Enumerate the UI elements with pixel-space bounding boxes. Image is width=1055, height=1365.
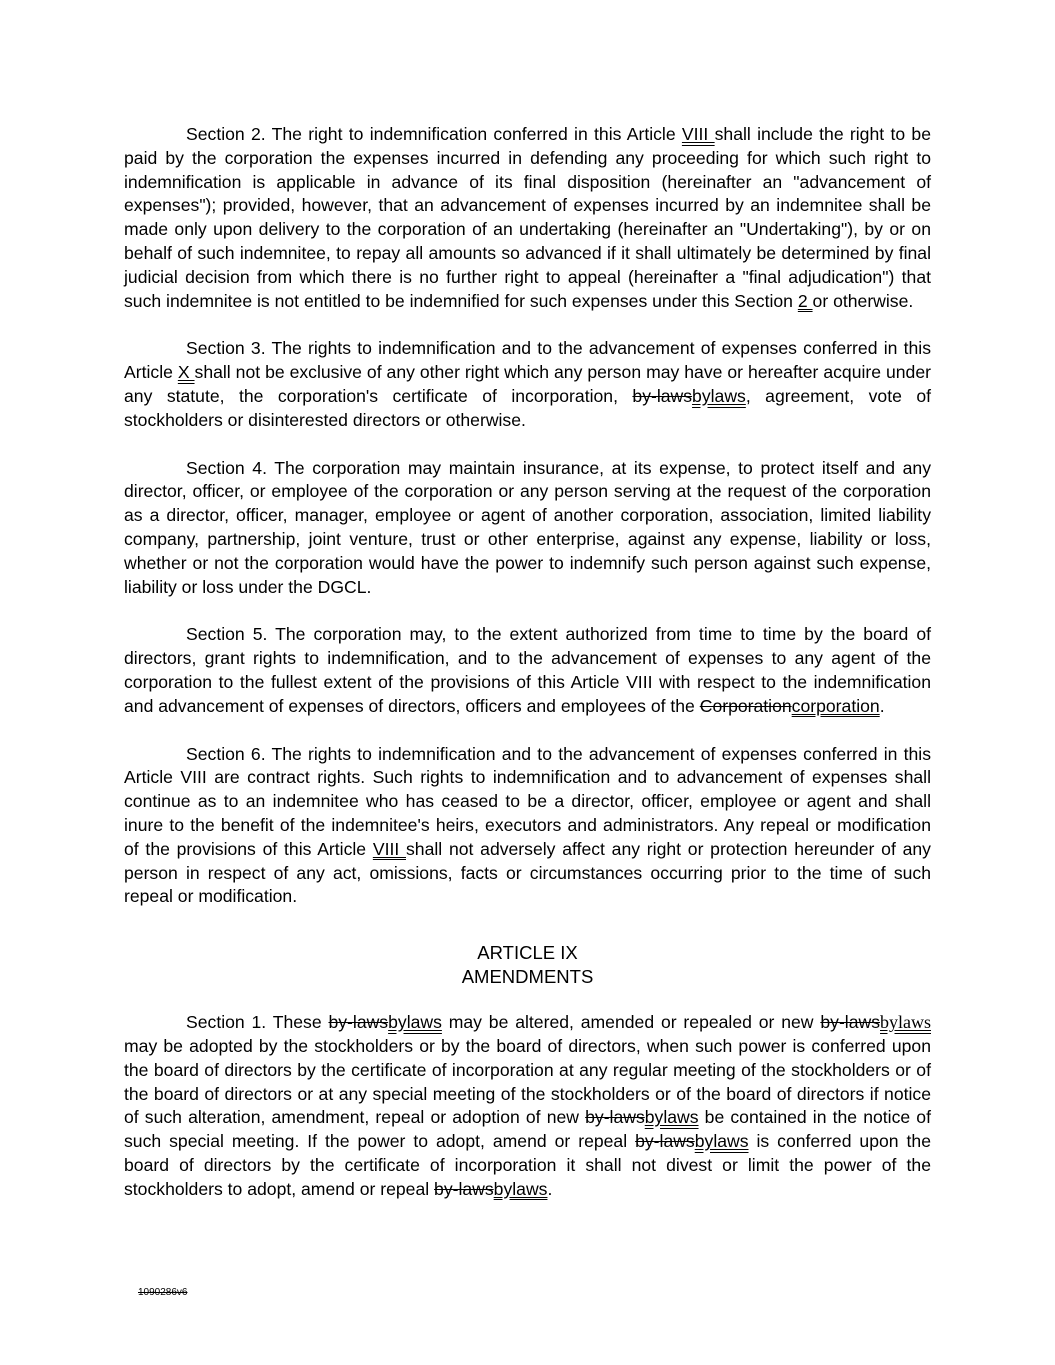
- deleted-text: Corporation: [699, 695, 792, 716]
- text: shall not be exclusive of any other right which any person may have or hereafter acquire under any statute, the corporation's certificate of incorporation,: [124, 362, 931, 406]
- article-ix-section-1: [124, 1011, 931, 1201]
- deleted-text: by-laws: [635, 1131, 695, 1152]
- inserted-text: 2: [797, 290, 813, 311]
- text: or otherwise.: [812, 290, 914, 311]
- text: may be adopted by the stockholders or by the board of directors, when such power is conferred upon the board of directors by the certificate of incorporation at any regular meeting of the stockholders or of the board of directors or at any special meeting of the stockholders or of the board of directors if notice of such alteration, amendment, repeal or adoption of new: [124, 1035, 931, 1128]
- article-viii-section-3: [124, 337, 931, 432]
- article-viii-section-6: [124, 743, 931, 910]
- inserted-text: bylaws: [388, 1012, 442, 1033]
- inserted-text: bylaws: [694, 1131, 749, 1152]
- text: be contained in the notice of such special meeting. If the power to adopt, amend or repeal: [124, 1107, 931, 1152]
- article-heading: [124, 941, 931, 989]
- deleted-text: by-laws: [585, 1107, 645, 1128]
- deleted-text: by-laws: [632, 385, 693, 406]
- text: .: [879, 695, 885, 716]
- text: Section 5. The corporation may, to the extent authorized from time to time by the board of directors, grant rights to indemnification, and to the advancement of expenses to any agent of the corporation to the fullest extent of the provisions of this Article VIII with respect to the indemnification and advancement of expenses of directors, officers and employees of the: [124, 624, 931, 716]
- text: Section 2. The right to indemnification conferred in this Article: [186, 124, 682, 144]
- inserted-text: bylaws: [880, 1012, 931, 1033]
- inserted-text: bylaws: [644, 1107, 699, 1128]
- document-id-footer: 1090286v6: [138, 1287, 188, 1298]
- text: .: [547, 1178, 553, 1199]
- text: Section 1. These: [186, 1012, 329, 1033]
- text: Section 3. The rights to indemnification and to the advancement of expenses conferred in this Article: [124, 338, 931, 383]
- deleted-text: by-laws: [328, 1012, 389, 1033]
- deleted-text: by-laws: [820, 1012, 880, 1033]
- text: Section 4. The corporation may maintain insurance, at its expense, to protect itself and any director, officer, or employee of the corporation or any person serving at the request of the corporation as a director, officer, manager, employee or agent of another corporation, association, limited liability company, partnership, joint venture, trust or other enterprise, against any expense, liability or loss, whether or not the corporation would have the power to indemnify such person against such expense, liability or loss under the DGCL.: [124, 457, 931, 597]
- article-viii-section-4: [124, 457, 931, 600]
- article-viii-section-2: [124, 123, 931, 313]
- article-title: AMENDMENTS: [461, 966, 594, 988]
- text: may be altered, amended or repealed or new: [441, 1012, 821, 1033]
- document-page: [124, 123, 931, 1225]
- inserted-text: bylaws: [692, 385, 746, 406]
- text: Section 6. The rights to indemnification and to the advancement of expenses conferred in this Article VIII are contract rights. Such rights to indemnification and to advancement of expenses shall continue as to an indemnitee who has ceased to be a director, officer, employee or agent and shall inure to the benefit of the indemnitee's heirs, executors and administrators. Any repeal or modification of the provisions of this Article: [124, 743, 931, 859]
- article-viii-section-5: [124, 623, 931, 718]
- deleted-text: by-laws: [434, 1178, 494, 1199]
- text: is conferred upon the board of directors by the certificate of incorporation it shall not divest or limit the power of the stockholders to adopt, amend or repeal: [124, 1131, 931, 1199]
- text: shall not adversely affect any right or protection hereunder of any person in respect of any act, omissions, facts or circumstances occurring prior to the time of such repeal or modification.: [124, 838, 931, 907]
- inserted-text: corporation: [791, 695, 880, 716]
- inserted-text: X: [177, 362, 195, 383]
- article-number: ARTICLE IX: [477, 942, 578, 964]
- inserted-text: VIII: [372, 838, 406, 859]
- inserted-text: VIII: [681, 124, 715, 144]
- text: , agreement, vote of stockholders or disinterested directors or otherwise.: [124, 385, 931, 430]
- inserted-text: bylaws: [493, 1178, 548, 1199]
- text: shall include the right to be paid by the corporation the expenses incurred in defending any proceeding for which such right to indemnification is applicable in advance of its final disposition (hereinafter an "advancement of expenses"); provided, however, that an advancement of expenses incurred by an indemnitee shall be made only upon delivery to the corporation of an undertaking (hereinafter an "Undertaking"), by or on behalf of such indemnitee, to repay all amounts so advanced if it shall ultimately be determined by final judicial decision from which there is no further right to appeal (hereinafter a "final adjudication") that such indemnitee is not entitled to be indemnified for such expenses under this Section: [124, 124, 931, 311]
